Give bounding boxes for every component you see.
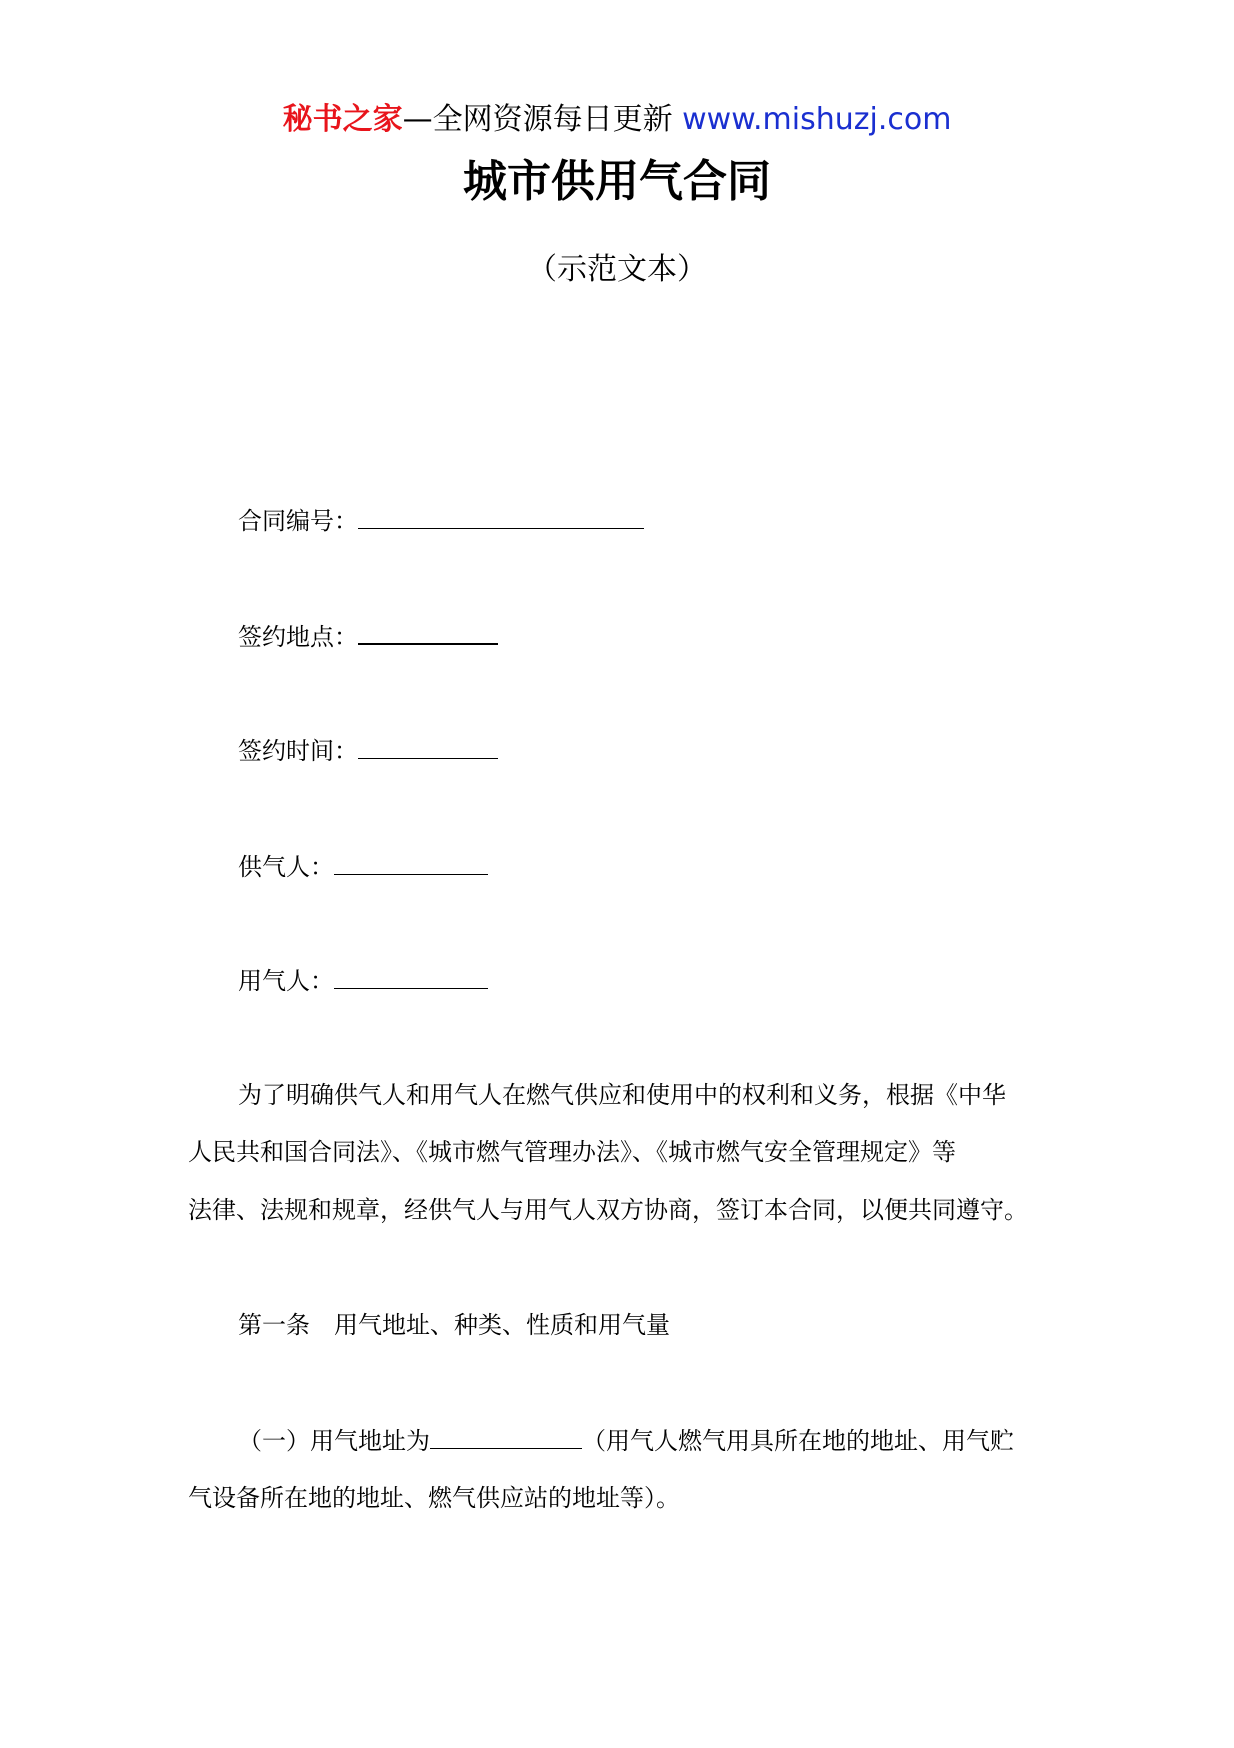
article-1-item-1-prefix: （一）用气地址为 [238, 1427, 430, 1455]
preamble-line-1: 为了明确供气人和用气人在燃气供应和使用中的权利和义务，根据《中华 [238, 1081, 1006, 1109]
user-label: 用气人： [238, 967, 334, 995]
address-blank [430, 1424, 582, 1449]
sign-time-field [238, 734, 498, 767]
banner-url[interactable]: www.mishuzj.com [682, 102, 952, 137]
document-title: 城市供用气合同 [463, 156, 771, 207]
banner-slogan: —全网资源每日更新 [402, 102, 673, 137]
article-1-heading: 第一条 用气地址、种类、性质和用气量 [238, 1311, 670, 1339]
sign-place-field [238, 619, 498, 653]
user-field [238, 964, 488, 997]
sign-time-label: 签约时间： [238, 737, 358, 765]
site-banner [0, 100, 1234, 140]
article-1-item-1 [238, 1424, 1118, 1457]
banner-brand: 秘书之家 [282, 102, 403, 137]
contract-number-label: 合同编号： [238, 507, 358, 535]
document-subtitle: （示范文本） [527, 252, 707, 287]
preamble-line-3: 法律、法规和规章，经供气人与用气人双方协商，签订本合同，以便共同遵守。 [188, 1196, 1028, 1224]
sign-place-blank [358, 619, 498, 645]
supplier-field [238, 850, 488, 883]
contract-number-blank [358, 504, 644, 529]
sign-time-blank [358, 734, 498, 759]
contract-number-field [238, 504, 644, 537]
supplier-blank [334, 850, 488, 875]
sign-place-label: 签约地点： [238, 623, 358, 651]
user-blank [334, 964, 488, 989]
supplier-label: 供气人： [238, 853, 334, 881]
article-1-item-1-line-2: 气设备所在地的地址、燃气供应站的地址等）。 [188, 1484, 680, 1512]
article-1-item-1-suffix: （用气人燃气用具所在地的地址、用气贮 [582, 1427, 1014, 1455]
preamble-line-2: 人民共和国合同法》、《城市燃气管理办法》、《城市燃气安全管理规定》等 [188, 1138, 956, 1166]
